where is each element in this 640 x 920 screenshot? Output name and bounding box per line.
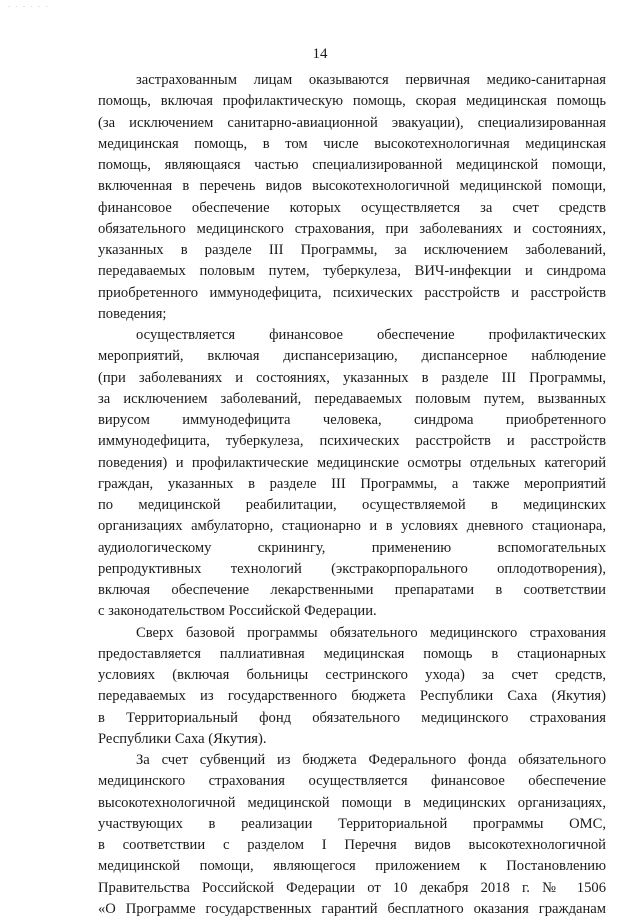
text-line: включенная в перечень видов высокотехнологичной медицинской помощи, [98, 178, 606, 195]
text-line: поведения; [98, 305, 167, 322]
text-line: указанных в разделе III Программы, за исключением заболеваний, [98, 242, 606, 258]
text-line: репродуктивных технологий (экстракорпорального оплодотворения), [98, 560, 606, 577]
text-line: медицинского страхования осуществляется финансовое обеспечение [98, 773, 606, 790]
text-line: мероприятий, включая диспансеризацию, диспансерное наблюдение [98, 348, 606, 365]
text-line: участвующих в реализации Территориальной программы ОМС, [98, 815, 606, 832]
text-line: за исключением заболеваний, передаваемых половым путем, вызванных [98, 390, 606, 407]
text-line: предоставляется паллиативная медицинская помощь в стационарных [98, 645, 606, 662]
text-line: медицинской помощи, являющегося приложением к Постановлению [98, 858, 606, 875]
text-line: передаваемых половым путем, туберкулеза, ВИЧ-инфекции и синдрома [98, 263, 606, 280]
text-line: с законодательством Российской Федерации. [98, 603, 377, 620]
text-line: в соответствии с разделом I Перечня видов высокотехнологичной [98, 837, 606, 853]
page-number: 14 [312, 46, 328, 62]
text-line: организациях амбулаторно, стационарно и в условиях дневного стационара, [98, 518, 606, 535]
text-line: граждан, указанных в разделе III Программы, а также мероприятий [98, 475, 606, 492]
text-line: условиях (включая больницы сестринского ухода) за счет средств, [98, 667, 606, 683]
text-line: по медицинской реабилитации, осуществляемой в медицинских [98, 497, 606, 513]
text-line: иммунодефицита, туберкулеза, психических расстройств и расстройств [98, 433, 606, 450]
document-body-text [98, 70, 606, 920]
text-line: аудиологическому скринингу, применению вспомогательных [98, 539, 606, 556]
text-line: «О Программе государственных гарантий бесплатного оказания гражданам [98, 900, 606, 917]
text-line: помощь, включая профилактическую помощь, скорая медицинская помощь [98, 93, 606, 110]
text-line: Правительства Российской Федерации от 10 декабря 2018 г. № 1506 [98, 879, 606, 896]
text-line: помощь, являющаяся частью специализированной медицинской помощи, [98, 157, 606, 173]
text-line: включая обеспечение лекарственными препаратами в соответствии [98, 582, 606, 598]
text-line: в Территориальный фонд обязательного медицинского страхования [98, 709, 606, 726]
text-line: Республики Саха (Якутия). [98, 730, 267, 747]
text-line: высокотехнологичной медицинской помощи в медицинских организациях, [98, 794, 606, 811]
text-line: (за исключением санитарно-авиационной эвакуации), специализированная [98, 114, 606, 131]
text-line: приобретенного иммунодефицита, психических расстройств и расстройств [98, 284, 606, 301]
scan-artifact-mark: - - - - - - [8, 4, 50, 10]
text-line: обязательного медицинского страхования, при заболеваниях и состояниях, [98, 220, 606, 237]
text-line: (при заболеваниях и состояниях, указанных в разделе III Программы, [98, 369, 606, 386]
text-line: вирусом иммунодефицита человека, синдрома приобретенного [98, 412, 606, 428]
text-line: застрахованным лицам оказываются первичная медико-санитарная [136, 72, 606, 88]
text-line: медицинская помощь, в том числе высокотехнологичная медицинская [98, 135, 606, 152]
text-line: поведения) и профилактические медицинские осмотры отдельных категорий [98, 454, 606, 471]
text-line: финансовое обеспечение которых осуществляется за счет средств [98, 199, 606, 216]
text-line: Сверх базовой программы обязательного медицинского страхования [136, 624, 606, 641]
text-line: осуществляется финансовое обеспечение профилактических [136, 327, 606, 343]
text-line: передаваемых из государственного бюджета Республики Саха (Якутия) [98, 688, 606, 705]
text-line: За счет субвенций из бюджета Федерального фонда обязательного [136, 752, 606, 768]
